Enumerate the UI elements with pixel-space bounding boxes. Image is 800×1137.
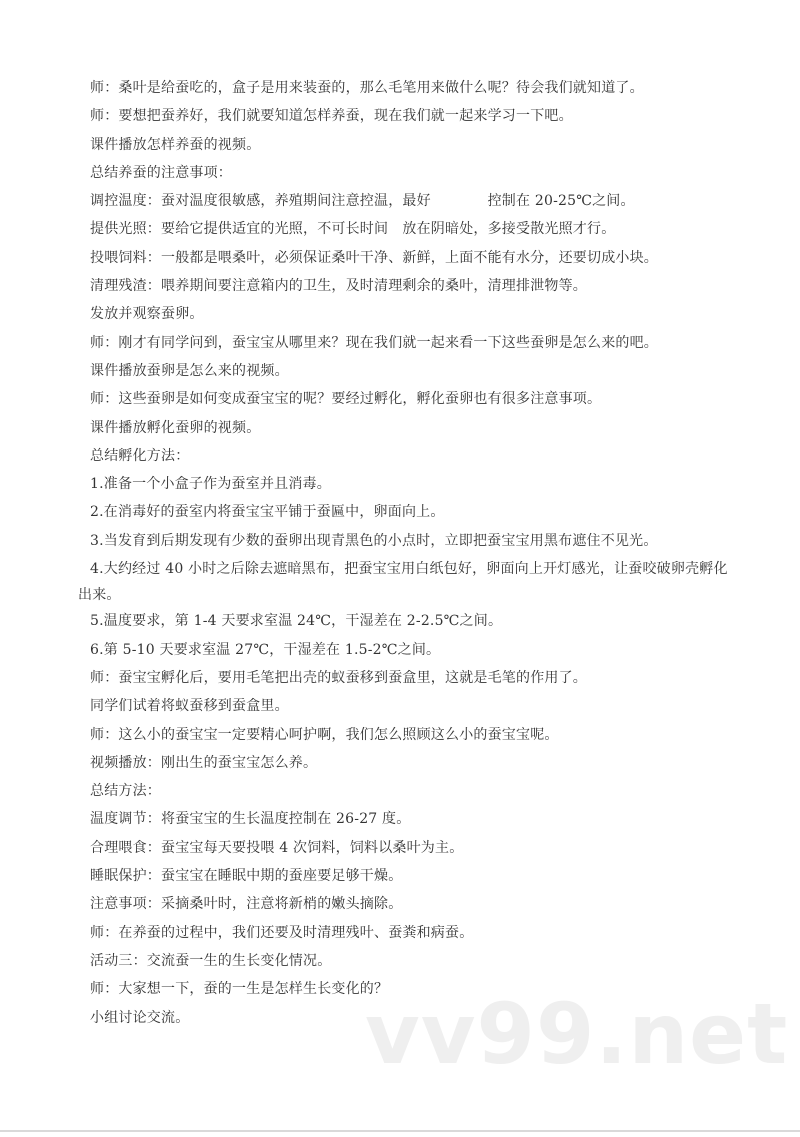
paragraph: 提供光照：要给它提供适宜的光照，不可长时间 放在阴暗处，多接受散光照才行。 (90, 221, 616, 238)
watermark: vv99.net (365, 985, 789, 1083)
paragraph: 2.在消毒好的蚕室内将蚕宝宝平铺于蚕匾中，卵面向上。 (90, 504, 445, 521)
paragraph: 睡眠保护：蚕宝宝在睡眠中期的蚕座要足够干燥。 (90, 868, 403, 885)
paragraph: 注意事项：采摘桑叶时，注意将新梢的嫩头摘除。 (90, 896, 403, 913)
paragraph: 师：大家想一下，蚕的一生是怎样生长变化的？ (90, 981, 389, 998)
paragraph: 师：蚕宝宝孵化后，要用毛笔把出壳的蚁蚕移到蚕盒里，这就是毛笔的作用了。 (90, 669, 587, 686)
paragraph: 发放并观察蚕卵。 (90, 306, 204, 323)
paragraph: 课件播放怎样养蚕的视频。 (90, 136, 261, 153)
paragraph: 师：刚才有同学问到，蚕宝宝从哪里来？现在我们就一起来看一下这些蚕卵是怎么来的吧。 (90, 334, 658, 351)
paragraph: 1.准备一个小盒子作为蚕室并且消毒。 (90, 476, 331, 493)
paragraph: 师：桑叶是给蚕吃的，盒子是用来装蚕的，那么毛笔用来做什么呢？待会我们就知道了。 (90, 80, 644, 96)
paragraph: 总结方法： (90, 783, 161, 800)
paragraph: 温度调节：将蚕宝宝的生长温度控制在 26-27 度。 (90, 811, 411, 828)
paragraph: 小组讨论交流。 (90, 1009, 190, 1026)
paragraph: 师：这些蚕卵是如何变成蚕宝宝的呢？要经过孵化，孵化蚕卵也有很多注意事项。 (90, 391, 602, 408)
paragraph: 师：要想把蚕养好，我们就要知道怎样养蚕，现在我们就一起来学习一下吧。 (90, 108, 573, 125)
paragraph: 课件播放孵化蚕卵的视频。 (90, 419, 261, 436)
paragraph-continuation: 出来。 (78, 587, 121, 604)
paragraph: 4.大约经过 40 小时之后除去遮暗黑布，把蚕宝宝用白纸包好，卵面向上开灯感光，让蚕咬破卵壳孵化 (90, 561, 728, 578)
paragraph: 调控温度：蚕对温度很敏感，养殖期间注意控温，最好 控制在 20-25℃之间。 (90, 193, 635, 210)
paragraph: 6.第 5-10 天要求室温 27℃，干湿差在 1.5-2℃之间。 (90, 641, 441, 658)
paragraph: 总结养蚕的注意事项： (90, 164, 232, 181)
paragraph: 师：在养蚕的过程中，我们还要及时清理残叶、蚕粪和病蚕。 (90, 924, 474, 941)
paragraph: 同学们试着将蚁蚕移到蚕盒里。 (90, 698, 289, 715)
paragraph: 清理残渣：喂养期间要注意箱内的卫生，及时清理剩余的桑叶，清理排泄物等。 (90, 278, 587, 295)
document-body (78, 74, 770, 1032)
paragraph: 5.温度要求，第 1-4 天要求室温 24℃，干湿差在 2-2.5℃之间。 (90, 613, 503, 630)
paragraph: 课件播放蚕卵是怎么来的视频。 (90, 362, 289, 379)
paragraph: 3.当发育到后期发现有少数的蚕卵出现青黑色的小点时，立即把蚕宝宝用黑布遮住不见光。 (90, 532, 658, 549)
paragraph: 投喂饲料：一般都是喂桑叶，必须保证桑叶干净、新鲜，上面不能有水分，还要切成小块。 (90, 249, 658, 266)
paragraph: 视频播放：刚出生的蚕宝宝怎么养。 (90, 754, 318, 771)
paragraph: 合理喂食：蚕宝宝每天要投喂 4 次饲料，饲料以桑叶为主。 (90, 839, 464, 856)
paragraph: 总结孵化方法： (90, 447, 190, 464)
paragraph: 师：这么小的蚕宝宝一定要精心呵护啊，我们怎么照顾这么小的蚕宝宝呢。 (90, 726, 559, 743)
paragraph: 活动三：交流蚕一生的生长变化情况。 (90, 952, 332, 969)
